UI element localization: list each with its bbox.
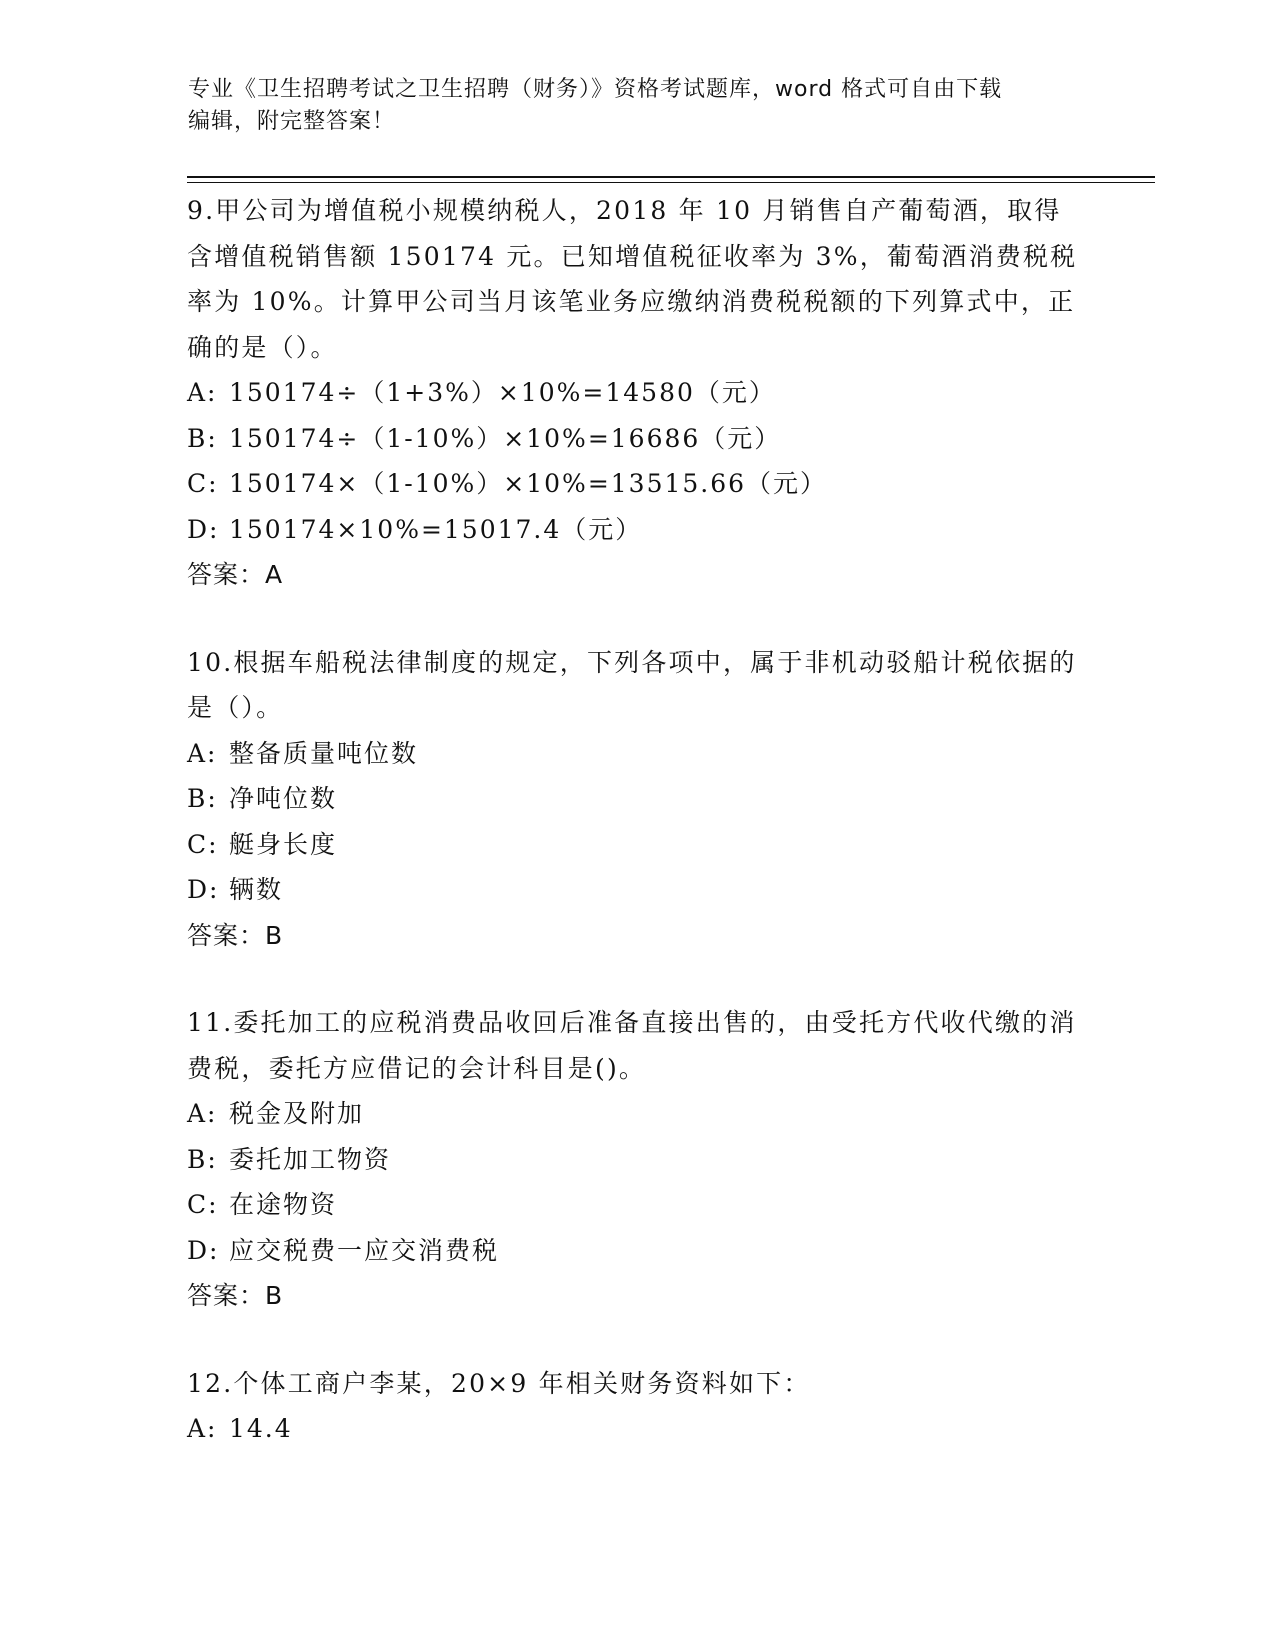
option-text: 应交税费一应交消费税	[229, 1235, 500, 1265]
question-spacer	[187, 1319, 1087, 1361]
option-letter: C:	[187, 1190, 219, 1219]
header-line-2: 编辑，附完整答案！	[188, 109, 396, 134]
answer-line: 答案：B	[187, 1281, 284, 1310]
option-text: 委托加工物资	[229, 1144, 392, 1174]
option-text: 150174×（1-10%）×10%=13515.66（元）	[229, 469, 828, 498]
header-line-1: 专业《卫生招聘考试之卫生招聘（财务）》资格考试题库，word 格式可自由下载	[188, 77, 1003, 102]
option-a	[187, 1406, 1087, 1452]
question-9	[187, 188, 1087, 598]
option-d	[187, 1228, 1087, 1274]
option-letter: D:	[187, 514, 220, 544]
question-spacer	[187, 598, 1087, 640]
option-c	[187, 1182, 1087, 1228]
header-divider	[187, 176, 1155, 178]
option-a	[187, 731, 1087, 777]
option-text: 艇身长度	[229, 829, 338, 859]
question-12	[187, 1361, 1087, 1452]
option-text: 净吨位数	[229, 784, 338, 813]
header-divider-thin	[187, 182, 1155, 183]
option-b	[187, 1137, 1087, 1183]
question-text: 11.委托加工的应税消费品收回后准备直接出售的，由受托方代收代缴的消费税，委托方应借记的会计科目是()。	[187, 1008, 1077, 1083]
question-11	[187, 1000, 1087, 1319]
question-text: 12.个体工商户李某，20×9 年相关财务资料如下：	[187, 1368, 811, 1398]
option-d	[187, 507, 1087, 553]
document-header	[188, 74, 1088, 138]
option-letter: B:	[187, 784, 218, 813]
question-list	[187, 188, 1087, 1452]
option-text: 整备质量吨位数	[229, 738, 419, 768]
answer-line: 答案：A	[187, 560, 284, 589]
answer-line: 答案：B	[187, 920, 284, 950]
question-text: 10.根据车船税法律制度的规定，下列各项中，属于非机动驳船计税依据的是（）。	[187, 647, 1077, 722]
option-letter: C:	[187, 469, 219, 498]
option-text: 在途物资	[229, 1190, 338, 1219]
option-letter: B:	[187, 1144, 218, 1174]
option-text: 150174÷（1+3%）×10%=14580（元）	[229, 378, 776, 407]
option-letter: D:	[187, 875, 220, 904]
option-text: 14.4	[229, 1414, 293, 1443]
option-text: 税金及附加	[229, 1099, 365, 1128]
question-spacer	[187, 958, 1087, 1000]
option-c	[187, 461, 1087, 507]
option-a	[187, 1091, 1087, 1137]
option-letter: D:	[187, 1235, 220, 1265]
option-text: 150174÷（1-10%）×10%=16686（元）	[229, 423, 782, 453]
option-letter: B:	[187, 423, 218, 453]
option-letter: A:	[187, 1414, 218, 1443]
option-letter: A:	[187, 1099, 218, 1128]
option-text: 辆数	[229, 875, 284, 904]
option-b	[187, 776, 1087, 822]
option-letter: A:	[187, 738, 218, 768]
option-a	[187, 370, 1087, 416]
option-d	[187, 867, 1087, 913]
option-b	[187, 416, 1087, 462]
option-text: 150174×10%=15017.4（元）	[229, 514, 643, 544]
question-text: 9.甲公司为增值税小规模纳税人，2018 年 10 月销售自产葡萄酒，取得含增值税销售额 150174 元。已知增值税征收率为 3%，葡萄酒消费税税率为 10%。计算甲公司当月该笔业务应缴纳消费税税额的下列算式中，正确的是（）。	[187, 196, 1078, 362]
question-10	[187, 640, 1087, 959]
option-letter: A:	[187, 378, 218, 407]
option-c	[187, 822, 1087, 868]
option-letter: C:	[187, 829, 219, 859]
